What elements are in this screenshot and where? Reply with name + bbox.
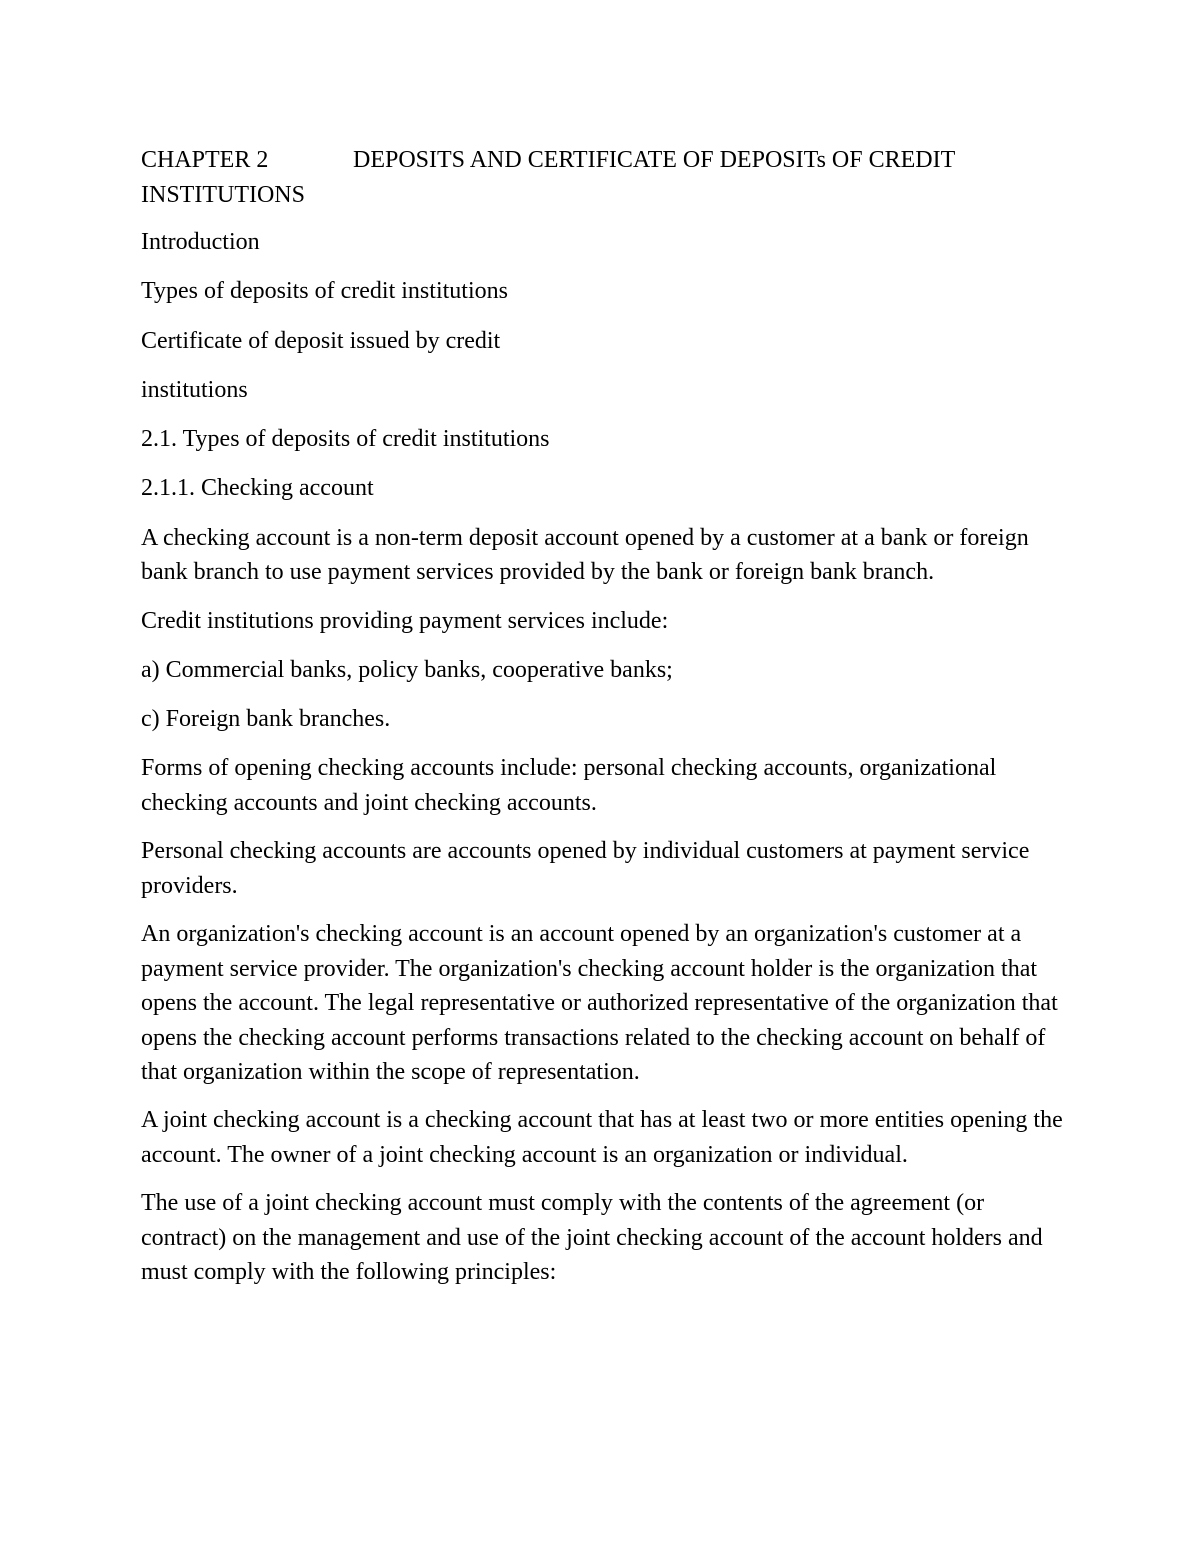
- paragraph-organization: An organization's checking account is an account opened by an organization's customer at a payment service provider. The organization's checking account holder is the organization that opens the account. The legal representative or authorized representative of the organization that opens the checking account performs transactions related to the checking account on behalf of that organization within the scope of representation.: [141, 921, 1058, 1086]
- list-item-c: c) Foreign bank branches.: [141, 706, 391, 733]
- paragraph-checking-definition: A checking account is a non-term deposit account opened by a customer at a bank or foreign bank branch to use payment services provided by the bank or foreign bank branch.: [141, 524, 1029, 586]
- document-body: [141, 143, 1071, 1303]
- paragraph-providers-intro: Credit institutions providing payment services include:: [141, 607, 669, 634]
- chapter-title-line2: INSTITUTIONS: [141, 181, 305, 208]
- paragraph-outline-types: Types of deposits of credit institutions: [141, 278, 508, 305]
- paragraph-joint-principles: The use of a joint checking account must comply with the contents of the agreement (or contract) on the management and use of the joint checking account of the account holders and must comply with the following principles:: [141, 1190, 1043, 1286]
- chapter-label: CHAPTER 2: [141, 147, 269, 173]
- chapter-title-line1: DEPOSITS AND CERTIFICATE OF DEPOSITs OF CREDIT: [353, 147, 956, 173]
- paragraph-outline-certificate: Certificate of deposit issued by credit: [141, 327, 501, 354]
- section-heading-2-1: 2.1. Types of deposits of credit institutions: [141, 426, 550, 453]
- paragraph-forms: Forms of opening checking accounts include: personal checking accounts, organizational checking accounts and joint checking accounts.: [141, 755, 997, 816]
- paragraph-personal: Personal checking accounts are accounts opened by individual customers at payment service providers.: [141, 838, 1030, 899]
- paragraph-outline-institutions: institutions: [141, 376, 248, 403]
- list-item-a: a) Commercial banks, policy banks, cooperative banks;: [141, 656, 673, 683]
- section-heading-2-1-1: 2.1.1. Checking account: [141, 475, 374, 502]
- paragraph-introduction: Introduction: [141, 229, 260, 255]
- chapter-heading: [141, 143, 1071, 212]
- paragraph-joint: A joint checking account is a checking account that has at least two or more entities opening the account. The owner of a joint checking account is an organization or individual.: [141, 1107, 1063, 1168]
